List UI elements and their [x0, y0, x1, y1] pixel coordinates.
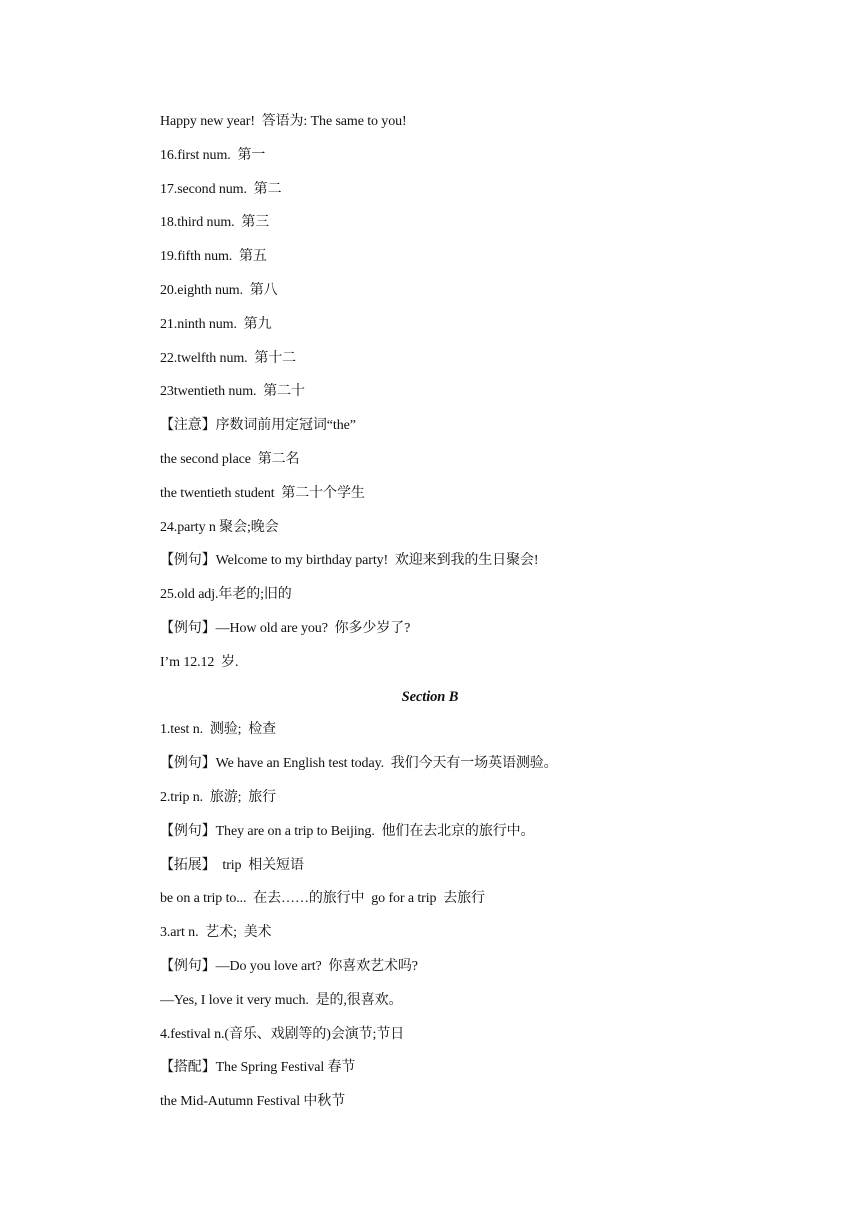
- text-line: 23twentieth num. 第二十: [160, 384, 305, 400]
- text-line: 【拓展】 trip 相关短语: [160, 857, 304, 873]
- text-line: 18.third num. 第三: [160, 215, 270, 231]
- text-line: 2.trip n. 旅游; 旅行: [160, 789, 277, 805]
- section-heading: Section B: [401, 688, 459, 705]
- text-line: 【搭配】The Spring Festival 春节: [160, 1060, 356, 1076]
- text-line: 【例句】They are on a trip to Beijing. 他们在去北京的旅行中。: [160, 823, 535, 839]
- text-line: 3.art n. 艺术; 美术: [160, 925, 272, 941]
- text-line: the Mid-Autumn Festival 中秋节: [160, 1094, 346, 1110]
- text-line: —Yes, I love it very much. 是的,很喜欢。: [160, 992, 403, 1008]
- text-line: 25.old adj.年老的;旧的: [160, 587, 292, 603]
- text-line: 17.second num. 第二: [160, 181, 282, 197]
- text-line: 20.eighth num. 第八: [160, 282, 278, 298]
- text-line: 22.twelfth num. 第十二: [160, 350, 297, 366]
- text-line: 【例句】We have an English test today. 我们今天有一场英语测验。: [160, 756, 558, 772]
- text-line: 【注意】序数词前用定冠词“the”: [160, 418, 356, 434]
- text-line: I’m 12.12 岁.: [160, 654, 239, 670]
- text-line: 1.test n. 测验; 检查: [160, 722, 277, 738]
- text-line: 【例句】Welcome to my birthday party! 欢迎来到我的生日聚会!: [160, 553, 539, 569]
- text-line: 24.party n 聚会;晚会: [160, 519, 279, 535]
- text-line: 21.ninth num. 第九: [160, 316, 272, 332]
- text-line: 16.first num. 第一: [160, 147, 266, 163]
- text-line: Happy new year! 答语为: The same to you!: [160, 114, 407, 129]
- text-line: be on a trip to... 在去……的旅行中 go for a trip 去旅行: [160, 891, 485, 907]
- text-line: 19.fifth num. 第五: [160, 249, 267, 265]
- text-line: the twentieth student 第二十个学生: [160, 485, 365, 501]
- document-body: [160, 110, 700, 1124]
- text-line: 【例句】—Do you love art? 你喜欢艺术吗?: [160, 958, 418, 974]
- text-line: 【例句】—How old are you? 你多少岁了?: [160, 620, 411, 636]
- text-line: the second place 第二名: [160, 451, 300, 467]
- text-line: 4.festival n.(音乐、戏剧等的)会演节;节日: [160, 1026, 405, 1042]
